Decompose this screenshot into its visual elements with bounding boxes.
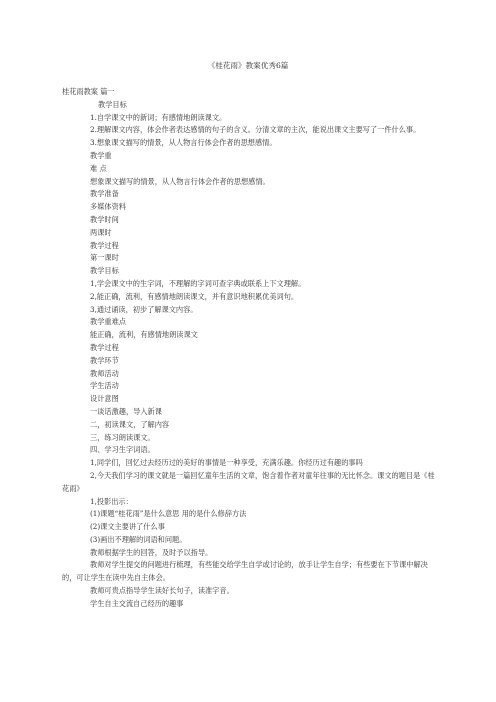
paragraph: 教师根据学生的回答，及时予以指导。 (90, 547, 213, 557)
paragraph: (1)课题“桂花雨”是什么意思 用的是什么修辞方法 (90, 509, 247, 519)
paragraph: 难 点 (90, 163, 107, 173)
paragraph: 想象课文描写的情景，从人物言行体会作者的思想感情。 (90, 176, 270, 186)
paragraph: 一谈话激趣，导入新课 (90, 406, 162, 416)
section-heading: 桂花雨教案 篇一 (62, 87, 115, 96)
paragraph: 教学过程 (90, 240, 119, 250)
paragraph: 教学准备 (90, 189, 119, 199)
paragraph: 学生自主交流自己经历的趣事 (90, 598, 184, 608)
paragraph: 教师可贵点指导学生读好长句子，读准字音。 (90, 586, 234, 596)
paragraph: 2,能正确，流利，有感情地朗读课文，并有意识地积累优美词句。 (90, 291, 299, 301)
paragraph: 教学过程 (90, 342, 119, 352)
paragraph: 教学重难点 (90, 317, 126, 327)
paragraph: 教学时间 (90, 214, 119, 224)
paragraph: 1,投影出示： (90, 496, 133, 506)
paragraph: (2)课文主要讲了什么事 (90, 522, 165, 532)
paragraph: 1,学会课文中的生字词，不理解的字词可查字典或联系上下文理解。 (90, 278, 306, 288)
paragraph: (3)画出不理解的词语和问题。 (90, 534, 187, 544)
paragraph: 2.理解课文内容，体会作者表达感情的句子的含义。分清文章的主次，能说出课文主要写了一件什么事。 (90, 125, 421, 135)
paragraph: 2,今天我们学习的课文就是一篇回忆童年生活的文章，饱含着作者对童年往事的无比怀念。课文的题目是《桂花雨》 (62, 470, 435, 493)
paragraph: 教学目标 (90, 266, 119, 276)
paragraph: 教学重 (90, 150, 112, 160)
paragraph: 1.自学课文中的新词；有感情地朗读课文。 (90, 112, 227, 122)
paragraph: 教学目标 (98, 99, 127, 109)
paragraph: 教师对学生提交的问题进行梳理，有些能交给学生自学或讨论的，放手让学生自学；有些要在下节课中解决的，可让学生在读中先自主体会。 (62, 560, 428, 583)
paragraph: 第一课时 (90, 253, 119, 263)
paragraph: 学生活动 (90, 381, 119, 391)
paragraph: 设计意图 (90, 394, 119, 404)
paragraph: 教师活动 (90, 368, 119, 378)
paragraph: 1,同学们，回忆过去经历过的美好的事情是一种享受，充满乐趣。你经历过有趣的事吗 (90, 458, 363, 468)
paragraph: 多媒体资料 (90, 202, 126, 212)
document-body (62, 86, 440, 611)
paragraph: 3.想象课文描写的情景，从人物言行体会作者的思想感情。 (90, 138, 277, 148)
paragraph: 教学环节 (90, 355, 119, 365)
paragraph: 四、学习生字词语。 (90, 445, 155, 455)
paragraph: 三，练习朗读课文。 (90, 432, 155, 442)
paragraph: 二，初读课文，了解内容 (90, 419, 170, 429)
document-title: 《桂花雨》教案优秀6篇 (207, 61, 289, 70)
paragraph: 能正确，流利，有感情地朗读课文 (90, 330, 198, 340)
paragraph: 3,通过诵读，初步了解课文内容。 (90, 304, 198, 314)
paragraph: 两课时 (90, 227, 112, 237)
